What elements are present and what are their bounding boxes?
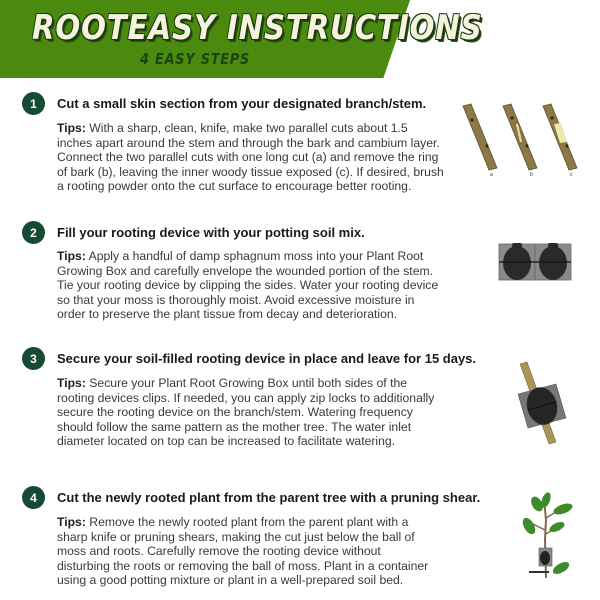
tips-text: secure the rooting device on the branch/stem. Watering frequency <box>57 405 413 420</box>
tips-text: Secure your Plant Root Growing Box until both sides of the <box>85 376 408 390</box>
tips-text: sharp knife or pruning shears, making the cut just below the ball of <box>57 529 415 544</box>
tips-text: so that your moss is thoroughly moist. Avoid excessive moisture in <box>57 292 415 307</box>
step-heading: Fill your rooting device with your potting soil mix. <box>57 225 365 240</box>
step-heading: Secure your soil-filled rooting device in place and leave for 15 days. <box>57 351 477 366</box>
tips-text: should follow the same pattern as the mother tree. The water inlet <box>57 419 412 434</box>
rooted-plant-cutting-icon <box>515 490 580 585</box>
step-heading: Cut a small skin section from your designated branch/stem. <box>57 96 427 111</box>
tips-text: a rooting powder onto the cut surface to encourage better rooting. <box>57 179 412 194</box>
step-tips <box>57 121 457 194</box>
tips-label: Tips: <box>57 249 86 263</box>
step-tips <box>57 249 457 322</box>
tips-text: diameter located on top can be increased to facilitate watering. <box>57 434 396 449</box>
tips-text: inches apart around the stem and through the bark and cambium layer. <box>57 135 440 150</box>
tips-text: Remove the newly rooted plant from the parent plant with a <box>85 515 409 529</box>
tips-text: With a sharp, clean, knife, make two parallel cuts about 1.5 <box>85 121 408 135</box>
step-number-badge: 3 <box>22 347 45 370</box>
page-subtitle: 4 EASY STEPS <box>140 50 251 68</box>
tips-text: using a good potting mixture or plant in a well-prepared soil bed. <box>57 573 404 588</box>
tips-text: Connect the two parallel cuts with one long cut (a) and remove the ring <box>57 150 439 165</box>
stage-label: c <box>570 172 573 178</box>
tips-label: Tips: <box>57 515 86 529</box>
tips-text: order to preserve the plant tissue from decay and deterioration. <box>57 307 398 322</box>
stage-label: b <box>530 172 533 178</box>
tips-label: Tips: <box>57 376 86 390</box>
tips-label: Tips: <box>57 121 86 135</box>
step-tips <box>57 515 457 588</box>
tips-text: Growing Box and carefully envelope the wounded portion of the stem. <box>57 263 434 278</box>
step-heading: Cut the newly rooted plant from the parent tree with a pruning shear. <box>57 490 481 505</box>
closed-rooting-box-on-branch-icon <box>510 360 580 445</box>
tips-text: Apply a handful of damp sphagnum moss into your Plant Root <box>85 249 424 263</box>
step-number-badge: 2 <box>22 221 45 244</box>
tips-text: moss and roots. Carefully remove the rooting device without <box>57 544 381 559</box>
step-number-badge: 4 <box>22 486 45 509</box>
tips-text: of bark (b), leaving the inner woody tissue exposed (c). If desired, brush <box>57 164 444 179</box>
open-rooting-box-icon <box>498 240 573 282</box>
step-tips <box>57 376 457 449</box>
tips-text: disturbing the roots or removing the ball of moss. Plant in a container <box>57 558 429 573</box>
tips-text: rooting devices clips. If needed, you can apply zip locks to additionally <box>57 390 435 405</box>
step-number-badge: 1 <box>22 92 45 115</box>
tips-text: Tie your rooting device by clipping the sides. Water your rooting device <box>57 278 439 293</box>
page-title: ROOTEASY INSTRUCTIONS <box>32 8 483 48</box>
stage-label: a <box>490 172 493 178</box>
branch-cut-stages-icon <box>455 98 595 184</box>
